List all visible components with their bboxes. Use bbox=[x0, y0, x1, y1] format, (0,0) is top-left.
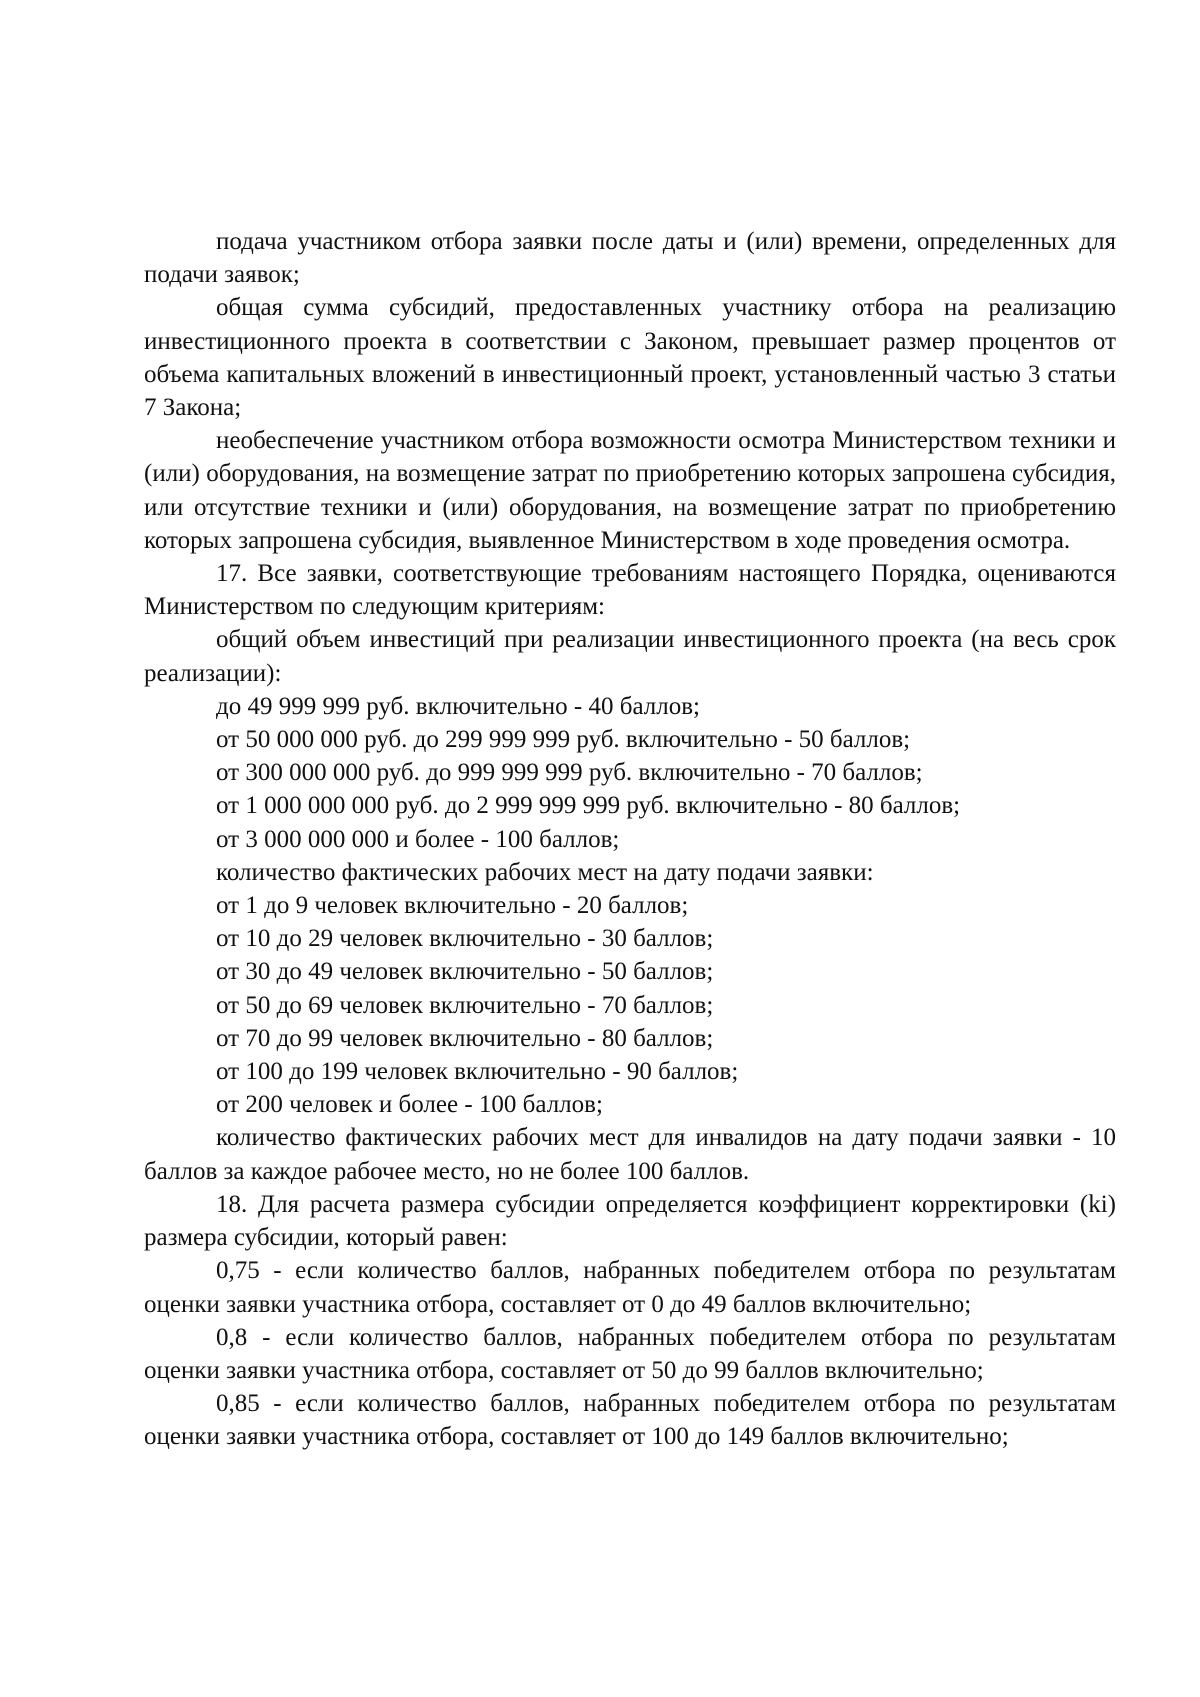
paragraph-late-submission: подача участником отбора заявки после даты и (или) времени, определенных для подачи заявок; bbox=[144, 228, 1116, 289]
list-item-jobs-6: от 100 до 199 человек включительно - 90 баллов; bbox=[216, 1058, 739, 1086]
list-item-jobs-1: от 1 до 9 человек включительно - 20 баллов; bbox=[216, 892, 689, 920]
paragraph-disabled-jobs: количество фактических рабочих мест для инвалидов на дату подачи заявки - 10 баллов за каждое рабочее место, но не более 100 баллов. bbox=[144, 1124, 1116, 1185]
paragraph-inspection: необеспечение участником отбора возможности осмотра Министерством техники и (или) оборудования, на возмещение затрат по приобретению которых запрошена субсидия, или отсутствие техники и (или) оборудования, на возмещение затрат по приобретению которых запрошена субсидия, выявленное Министерством в ходе проведения осмотра. bbox=[144, 427, 1116, 554]
paragraph-investment-volume: общий объем инвестиций при реализации инвестиционного проекта (на весь срок реализации): bbox=[144, 626, 1116, 687]
list-item-jobs-7: от 200 человек и более - 100 баллов; bbox=[216, 1091, 603, 1119]
list-item-investment-3: от 300 000 000 руб. до 999 999 999 руб. включительно - 70 баллов; bbox=[216, 759, 923, 787]
paragraph-coefficient-085: 0,85 - если количество баллов, набранных победителем отбора по результатам оценки заявки участника отбора, составляет от 100 до 149 баллов включительно; bbox=[144, 1390, 1116, 1451]
list-item-investment-5: от 3 000 000 000 и более - 100 баллов; bbox=[216, 825, 620, 853]
list-item-jobs-5: от 70 до 99 человек включительно - 80 баллов; bbox=[216, 1024, 714, 1052]
document-page bbox=[144, 225, 1116, 1454]
paragraph-clause-18: 18. Для расчета размера субсидии определяется коэффициент корректировки (ki) размера субсидии, который равен: bbox=[144, 1190, 1116, 1252]
paragraph-coefficient-075: 0,75 - если количество баллов, набранных победителем отбора по результатам оценки заявки участника отбора, составляет от 0 до 49 баллов включительно; bbox=[144, 1257, 1116, 1318]
paragraph-subsidy-limit: общая сумма субсидий, предоставленных участнику отбора на реализацию инвестиционного проекта в соответствии с Законом, превышает размер процентов от объема капитальных вложений в инвестиционный проект, установленный частью 3 статьи 7 Закона; bbox=[144, 294, 1116, 422]
paragraph-clause-17: 17. Все заявки, соответствующие требованиям настоящего Порядка, оцениваются Министерством по следующим критериям: bbox=[144, 560, 1116, 621]
list-item-jobs-4: от 50 до 69 человек включительно - 70 баллов; bbox=[216, 991, 714, 1019]
paragraph-coefficient-08: 0,8 - если количество баллов, набранных победителем отбора по результатам оценки заявки участника отбора, составляет от 50 до 99 баллов включительно; bbox=[144, 1323, 1116, 1384]
list-item-investment-1: до 49 999 999 руб. включительно - 40 баллов; bbox=[216, 692, 700, 720]
list-item-investment-4: от 1 000 000 000 руб. до 2 999 999 999 руб. включительно - 80 баллов; bbox=[216, 792, 961, 820]
list-item-jobs-2: от 10 до 29 человек включительно - 30 баллов; bbox=[216, 925, 714, 953]
list-item-investment-2: от 50 000 000 руб. до 299 999 999 руб. включительно - 50 баллов; bbox=[216, 726, 911, 754]
list-item-jobs-3: от 30 до 49 человек включительно - 50 баллов; bbox=[216, 958, 714, 986]
paragraph-jobs-count: количество фактических рабочих мест на дату подачи заявки: bbox=[216, 858, 874, 886]
